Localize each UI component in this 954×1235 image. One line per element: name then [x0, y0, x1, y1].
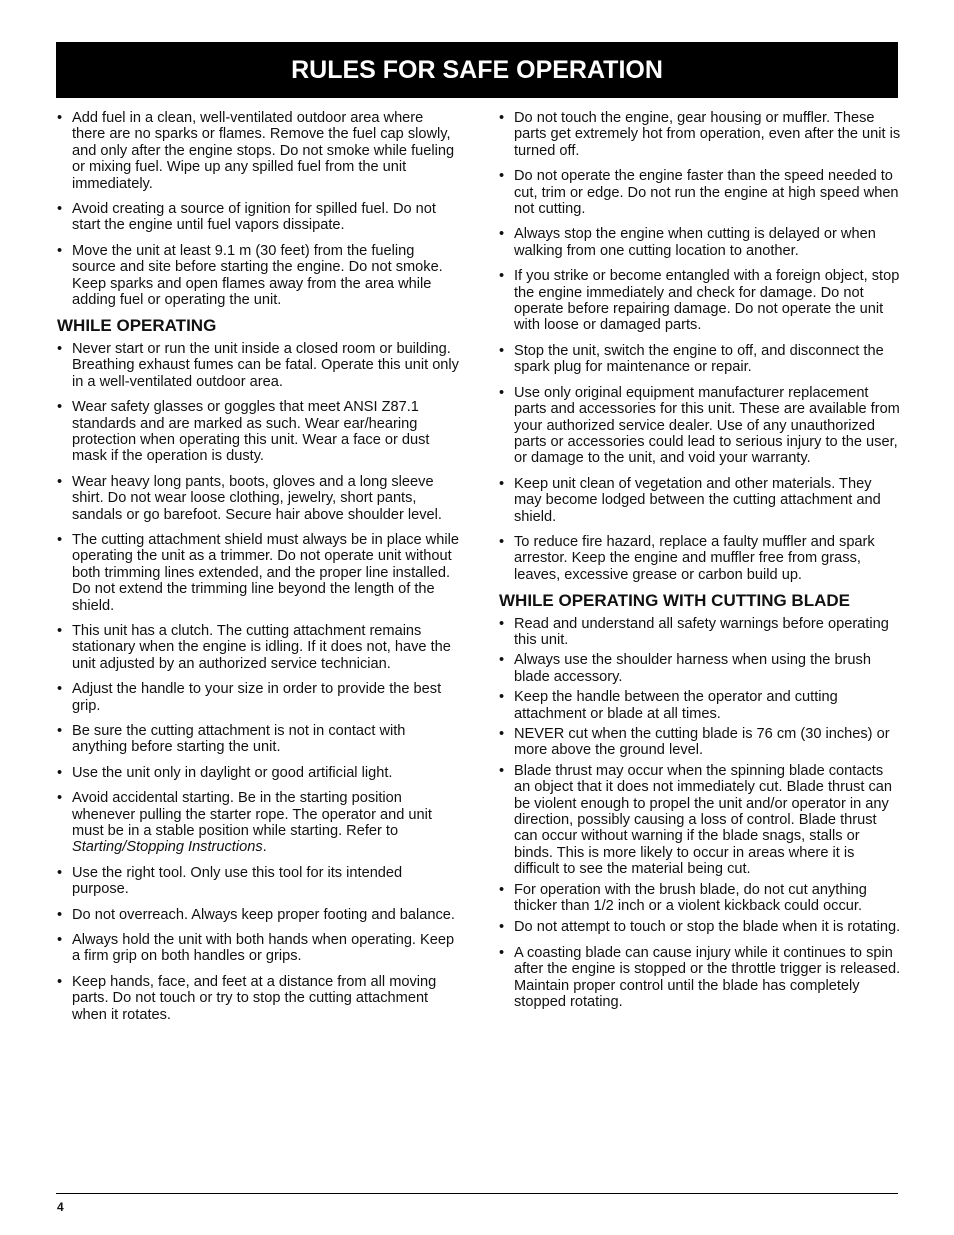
list-item: • Keep the handle between the operator and cutting attachment or blade at all times.	[499, 689, 901, 722]
list-item: • Always use the shoulder harness when using the brush blade accessory.	[499, 652, 901, 685]
list-item: • Adjust the handle to your size in order to provide the best grip.	[57, 681, 459, 714]
list-item: • Blade thrust may occur when the spinning blade contacts an object that it does not immediately cut. Blade thrust can be violent enough to propel the unit and/or operator in any direction, possibly causing a loss of control. Blade thrust can occur without warning if the blade snags, stalls or binds. This is more likely to occur in areas where it is difficult to see the material being cut.	[499, 763, 901, 878]
fueling-rules-list	[57, 110, 459, 308]
blade-rules-list	[499, 616, 901, 915]
list-item: • Do not attempt to touch or stop the blade when it is rotating.	[499, 919, 901, 935]
list-item: • Always hold the unit with both hands when operating. Keep a firm grip on both handles or grips.	[57, 932, 459, 965]
list-item: • NEVER cut when the cutting blade is 76 cm (30 inches) or more above the ground level.	[499, 726, 901, 759]
list-item: • Do not overreach. Always keep proper footing and balance.	[57, 907, 459, 923]
left-column	[57, 110, 459, 1032]
list-item: • Move the unit at least 9.1 m (30 feet) from the fueling source and site before starting the engine. Do not smoke. Keep sparks and open flames away from the area while adding fuel or operating the unit.	[57, 243, 459, 309]
operating-rules-list	[57, 341, 459, 1023]
list-item: • Do not operate the engine faster than the speed needed to cut, trim or edge. Do not run the engine at high speed when not cutting.	[499, 168, 901, 217]
list-item: • A coasting blade can cause injury while it continues to spin after the engine is stopped or the throttle trigger is released. Maintain proper control until the blade has completely stopped rotating.	[499, 945, 901, 1011]
title-banner	[56, 42, 898, 98]
list-item-text: Avoid accidental starting. Be in the starting position whenever pulling the starter rope. The operator and unit must be in a stable position while starting. Refer to	[72, 790, 432, 840]
list-item: • The cutting attachment shield must always be in place while operating the unit as a trimmer. Do not operate unit without both trimming lines extended, and the proper line installed. Do not extend the trimming line beyond the length of the shield.	[57, 532, 459, 614]
list-item: • Add fuel in a clean, well-ventilated outdoor area where there are no sparks or flames. Remove the fuel cap slowly, and only after the engine stops. Do not smoke while fueling or mixing fuel. Wipe up any spilled fuel from the unit immediately.	[57, 110, 459, 192]
list-item: • To reduce fire hazard, replace a faulty muffler and spark arrestor. Keep the engine and muffler free from grass, leaves, excessive grease or carbon build up.	[499, 534, 901, 583]
list-item: • Keep unit clean of vegetation and other materials. They may become lodged between the cutting attachment and shield.	[499, 476, 901, 525]
page-title: RULES FOR SAFE OPERATION	[291, 55, 663, 84]
list-item: • Avoid creating a source of ignition for spilled fuel. Do not start the engine until fuel vapors dissipate.	[57, 201, 459, 234]
page-number: 4	[57, 1200, 64, 1214]
list-item: • Always stop the engine when cutting is delayed or when walking from one cutting location to another.	[499, 226, 901, 259]
list-item: • Stop the unit, switch the engine to off, and disconnect the spark plug for maintenance or repair.	[499, 343, 901, 376]
list-item: • Never start or run the unit inside a closed room or building. Breathing exhaust fumes can be fatal. Operate this unit only in a well-ventilated outdoor area.	[57, 341, 459, 390]
list-item: • If you strike or become entangled with a foreign object, stop the engine immediately and check for damage. Do not operate before repairing damage. Do not operate the unit with loose or damaged parts.	[499, 268, 901, 334]
list-item: • Read and understand all safety warnings before operating this unit.	[499, 616, 901, 649]
starting-instructions-reference: Starting/Stopping Instructions	[72, 839, 263, 856]
list-item: • For operation with the brush blade, do not cut anything thicker than 1/2 inch or a violent kickback could occur.	[499, 882, 901, 915]
list-item: • Use only original equipment manufacturer replacement parts and accessories for this unit. These are available from your authorized service dealer. Use of any unauthorized parts or accessories could lead to serious injury to the user, or damage to the unit, and void your warranty.	[499, 385, 901, 467]
section-heading-while-operating: WHILE OPERATING	[57, 316, 217, 336]
list-item: • This unit has a clutch. The cutting attachment remains stationary when the engine is idling. If it does not, have the unit adjusted by an authorized service technician.	[57, 623, 459, 672]
list-item: • Do not touch the engine, gear housing or muffler. These parts get extremely hot from operation, even after the unit is turned off.	[499, 110, 901, 159]
list-item-tail: .	[262, 839, 267, 856]
list-item: • Use the right tool. Only use this tool for its intended purpose.	[57, 865, 459, 898]
list-item: • Wear heavy long pants, boots, gloves and a long sleeve shirt. Do not wear loose clothing, jewelry, short pants, sandals or go barefoot. Secure hair above shoulder level.	[57, 474, 459, 523]
list-item: • Use the unit only in daylight or good artificial light.	[57, 765, 459, 781]
footer-divider	[56, 1193, 898, 1194]
section-heading-cutting-blade: WHILE OPERATING WITH CUTTING BLADE	[499, 591, 850, 611]
general-rules-list	[499, 110, 901, 583]
right-column	[499, 110, 901, 1020]
list-item: • Wear safety glasses or goggles that meet ANSI Z87.1 standards and are marked as such. Wear ear/hearing protection when operating this unit. Wear a face or dust mask if the operation is dusty.	[57, 399, 459, 465]
list-item: • Keep hands, face, and feet at a distance from all moving parts. Do not touch or try to stop the cutting attachment when it rotates.	[57, 974, 459, 1023]
list-item	[57, 790, 459, 856]
blade-rules-list-continued	[499, 919, 901, 1010]
list-item: • Be sure the cutting attachment is not in contact with anything before starting the unit.	[57, 723, 459, 756]
